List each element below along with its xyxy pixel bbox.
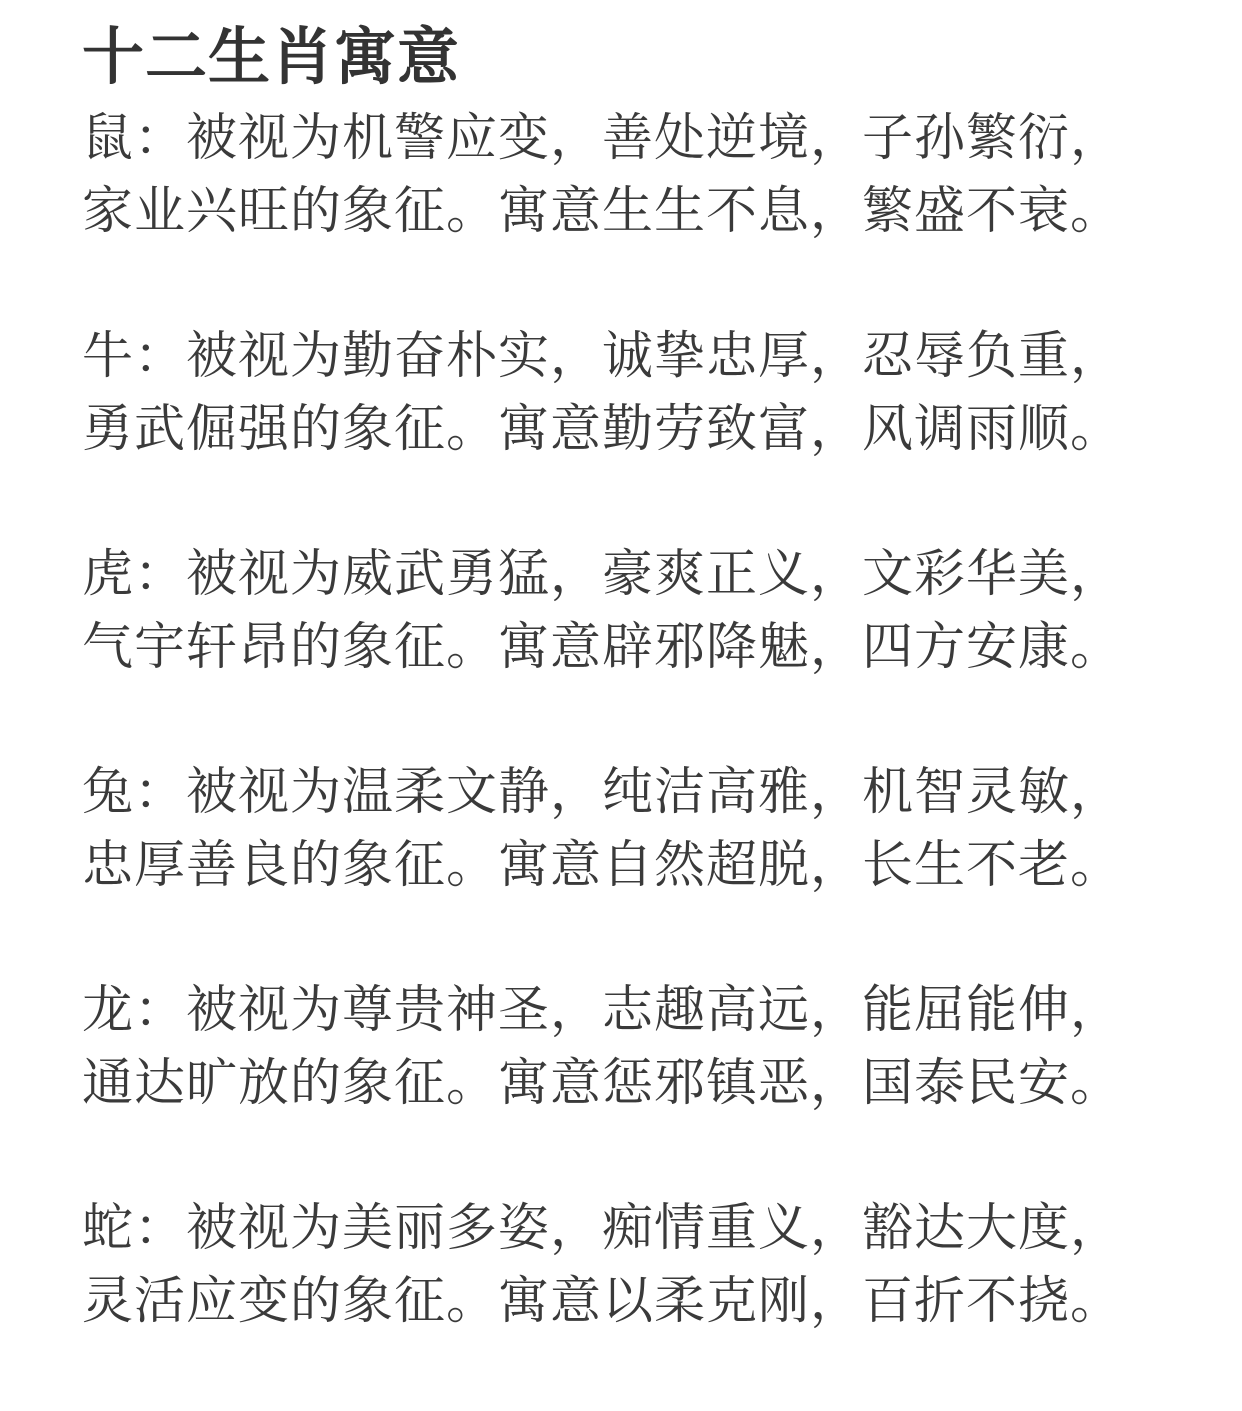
entry-line: 虎：被视为威武勇猛，豪爽正义，文彩华美， [82, 545, 1123, 604]
entry-line: 龙：被视为尊贵神圣，志趣高远，能屈能伸， [82, 981, 1123, 1040]
zodiac-entry-rabbit [82, 757, 1202, 902]
zodiac-entry-tiger [82, 539, 1202, 684]
entry-line: 气宇轩昂的象征。寓意辟邪降魅，四方安康。 [82, 617, 1123, 677]
entry-line: 通达旷放的象征。寓意惩邪镇恶，国泰民安。 [82, 1053, 1123, 1113]
zodiac-entry-snake [82, 1193, 1202, 1338]
entry-line: 勇武倔强的象征。寓意勤劳致富，风调雨顺。 [82, 399, 1123, 459]
zodiac-entry-ox [82, 321, 1202, 466]
zodiac-list [82, 103, 1202, 1338]
zodiac-entry-dragon [82, 975, 1202, 1120]
article [82, 0, 1202, 1411]
entry-line: 灵活应变的象征。寓意以柔克刚，百折不挠。 [82, 1271, 1123, 1331]
entry-line: 兔：被视为温柔文静，纯洁高雅，机智灵敏， [82, 763, 1123, 822]
entry-line: 忠厚善良的象征。寓意自然超脱，长生不老。 [82, 835, 1123, 895]
page-title: 十二生肖寓意 [82, 20, 461, 93]
zodiac-entry-rat [82, 103, 1202, 248]
entry-line: 牛：被视为勤奋朴实，诚挚忠厚，忍辱负重， [82, 327, 1123, 386]
entry-line: 家业兴旺的象征。寓意生生不息，繁盛不衰。 [82, 181, 1123, 241]
entry-line: 鼠：被视为机警应变，善处逆境，子孙繁衍， [82, 109, 1123, 168]
entry-line: 蛇：被视为美丽多姿，痴情重义，豁达大度， [82, 1199, 1123, 1258]
